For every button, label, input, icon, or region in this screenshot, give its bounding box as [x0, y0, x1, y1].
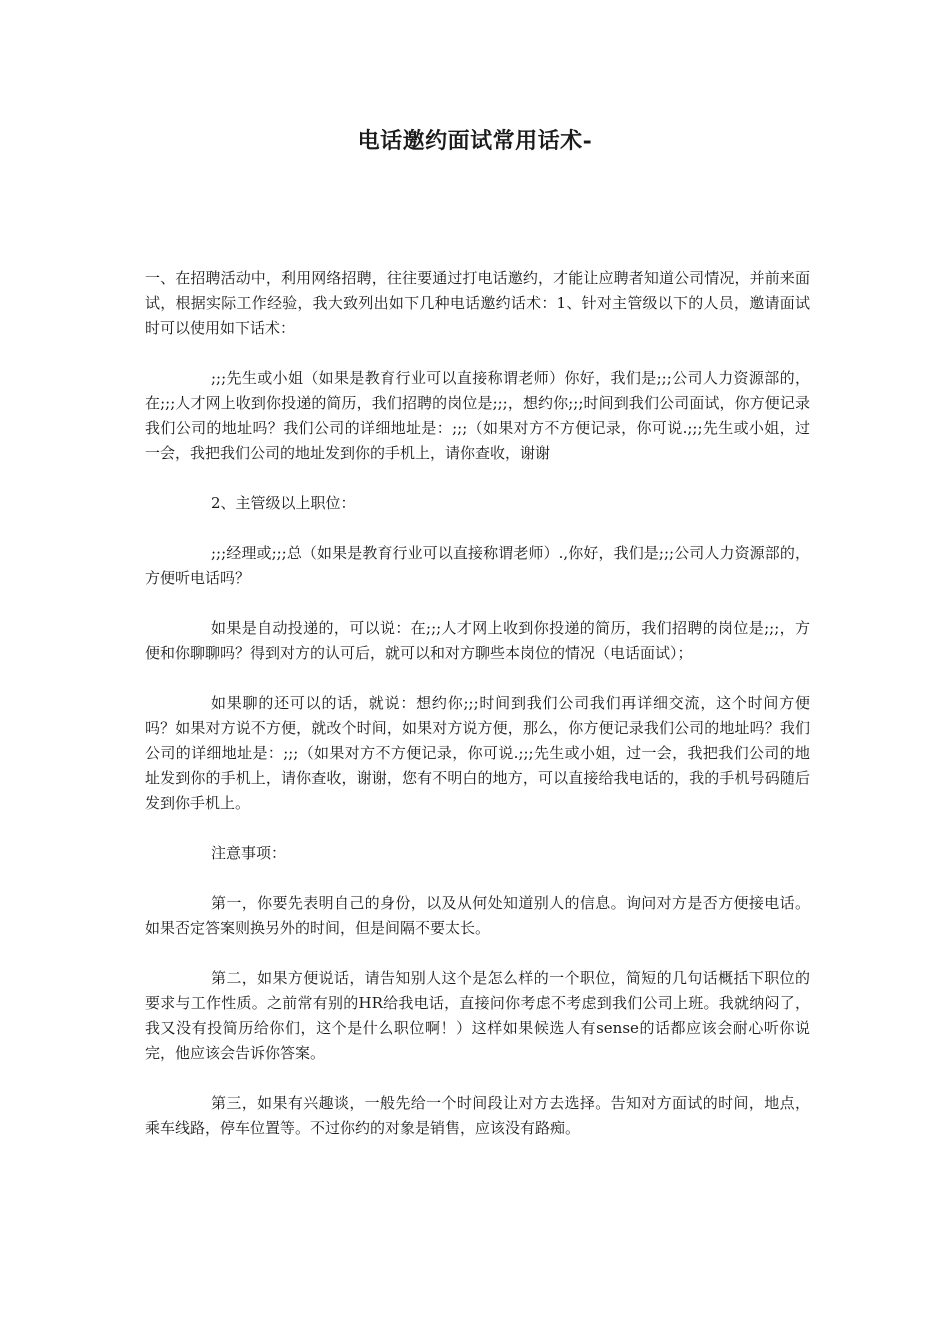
- paragraph-script-senior: ;;;经理或;;;总（如果是教育行业可以直接称谓老师）.,你好，我们是;;;公司人力资源部的，方便听电话吗？: [145, 544, 810, 587]
- paragraph-follow-up: 如果聊的还可以的话，就说：想约你;;;时间到我们公司我们再详细交流，这个时间方便吗？如果对方说不方便，就改个时间，如果对方说方便，那么，你方便记录我们公司的地址吗？我们公司的详细地址是：;;;（如果对方不方便记录，你可说.;;;先生或小姐，过一会，我把我们公司的地址发到你的手机上，请你查收，谢谢，您有不明白的地方，可以直接给我电话的，我的手机号码随后发到你手机上。: [145, 694, 810, 812]
- paragraph-script-junior: ;;;先生或小姐（如果是教育行业可以直接称谓老师）你好，我们是;;;公司人力资源部的，在;;;人才网上收到你投递的简历，我们招聘的岗位是;;;，想约你;;;时间到我们公司面试，你方便记录我们公司的地址吗？我们公司的详细地址是：;;;（如果对方不方便记录，你可说.;;;先生或小姐，过一会，我把我们公司的地址发到你的手机上，请你查收，谢谢: [145, 369, 810, 462]
- paragraph-note-second: 第二，如果方便说话，请告知别人这个是怎么样的一个职位，简短的几句话概括下职位的要求与工作性质。之前常有别的HR给我电话，直接问你考虑不考虑到我们公司上班。我就纳闷了，我又没有投简历给你们，这个是什么职位啊！）这样如果候选人有sense的话都应该会耐心听你说完，他应该会告诉你答案。: [145, 969, 810, 1062]
- paragraph-note-third: 第三，如果有兴趣谈，一般先给一个时间段让对方去选择。告知对方面试的时间，地点，乘车线路，停车位置等。不过你约的对象是销售，应该没有路痴。: [145, 1094, 810, 1137]
- document-title: 电话邀约面试常用话术-: [357, 128, 593, 154]
- paragraph-heading-senior: 2、主管级以上职位：: [211, 494, 356, 512]
- paragraph-notes-heading: 注意事项：: [211, 844, 287, 862]
- paragraph-auto-submit: 如果是自动投递的，可以说：在;;;人才网上收到你投递的简历，我们招聘的岗位是;;;，方便和你聊聊吗？得到对方的认可后，就可以和对方聊些本岗位的情况（电话面试）；: [145, 619, 810, 662]
- paragraph-note-first: 第一，你要先表明自己的身份，以及从何处知道别人的信息。询问对方是否方便接电话。如果否定答案则换另外的时间，但是间隔不要太长。: [145, 894, 810, 937]
- paragraph-intro: 一、在招聘活动中，利用网络招聘，往往要通过打电话邀约，才能让应聘者知道公司情况，并前来面试，根据实际工作经验，我大致列出如下几种电话邀约话术：1、针对主管级以下的人员，邀请面试时可以使用如下话术：: [145, 269, 810, 337]
- document-body: [145, 266, 810, 1166]
